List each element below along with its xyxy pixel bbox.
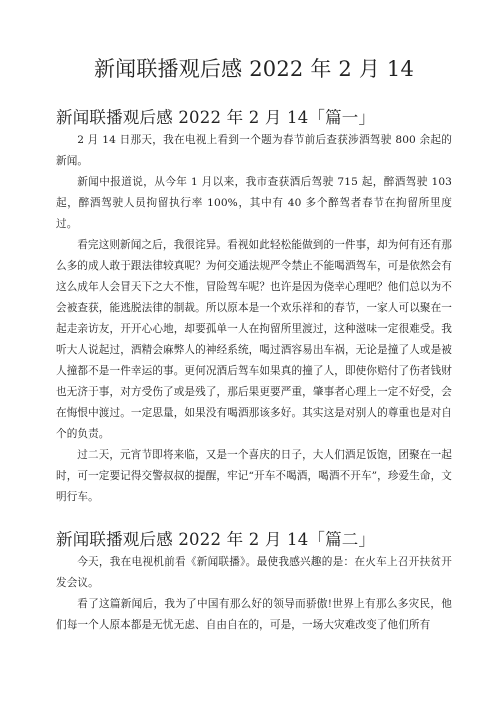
section-heading: 新闻联播观后感 2022 年 2 月 14「篇二」 [56,530,376,549]
section-heading: 新闻联播观后感 2022 年 2 月 14「篇一」 [56,108,376,127]
paragraph: 今天，我在电视机前看《新闻联播》。最使我感兴趣的是：在火车上召开扶贫开发会议。 [56,556,452,589]
document-title: 新闻联播观后感 2022 年 2 月 14 [93,57,415,81]
section-1 [56,106,452,508]
paragraph: 2 月 14 日那天，我在电视上看到一个题为春节前后查获涉酒驾驶 800 余起的新闻。 [56,134,452,167]
paragraph: 过二天，元宵节即将来临，又是一个喜庆的日子，大人们酒足饭饱，团聚在一起时，可一定要记得交警叔叔的提醒，牢记“开车不喝酒，喝酒不开车”，珍爱生命，文明行车。 [56,449,453,503]
paragraph: 看完这则新闻之后，我很诧异。看视如此轻松能做到的一件事，却为何有还有那么多的成人敢于跟法律较真呢？为何交通法规严令禁止不能喝酒驾车，可是依然会有这么成年人会冒天下之大不惟，冒险驾车呢？也许是因为侥幸心理吧？他们总以为不会被查获，能逃脱法律的制裁。所以原本是一个欢乐祥和的春节，一家人可以聚在一起走亲访友，开开心心地，却要孤单一人在拘留所里渡过，这种滋味一定很难受。我听大人说起过，酒精会麻弊人的神经系统，喝过酒容易出车祸，无论是撞了人或是被人撞都不是一件幸运的事。更何况酒后驾车如果真的撞了人，即使你赔付了伤者钱财也无济于事，对方受伤了或是残了，那后果更要严重，肇事者心理上一定不好受，会在悔恨中渡过。一定思量，如果没有喝酒那该多好。其实这是对别人的尊重也是对自个的负责。 [56,239,452,440]
paragraph-truncated: 看了这篇新闻后，我为了中国有那么好的领导而骄傲!世界上有那么多灾民，他们每一个人原本都是无忧无虑、自由自在的，可是，一场大灾难改变了他们所有 [56,598,452,631]
paragraph: 新闻中报道说，从今年 1 月以来，我市查获酒后驾驶 715 起，醉酒驾驶 103 起，醉酒驾驶人员拘留执行率 100%，其中有 40 多个醉驾者春节在拘留所里度过。 [56,176,452,230]
section-2 [56,528,452,632]
